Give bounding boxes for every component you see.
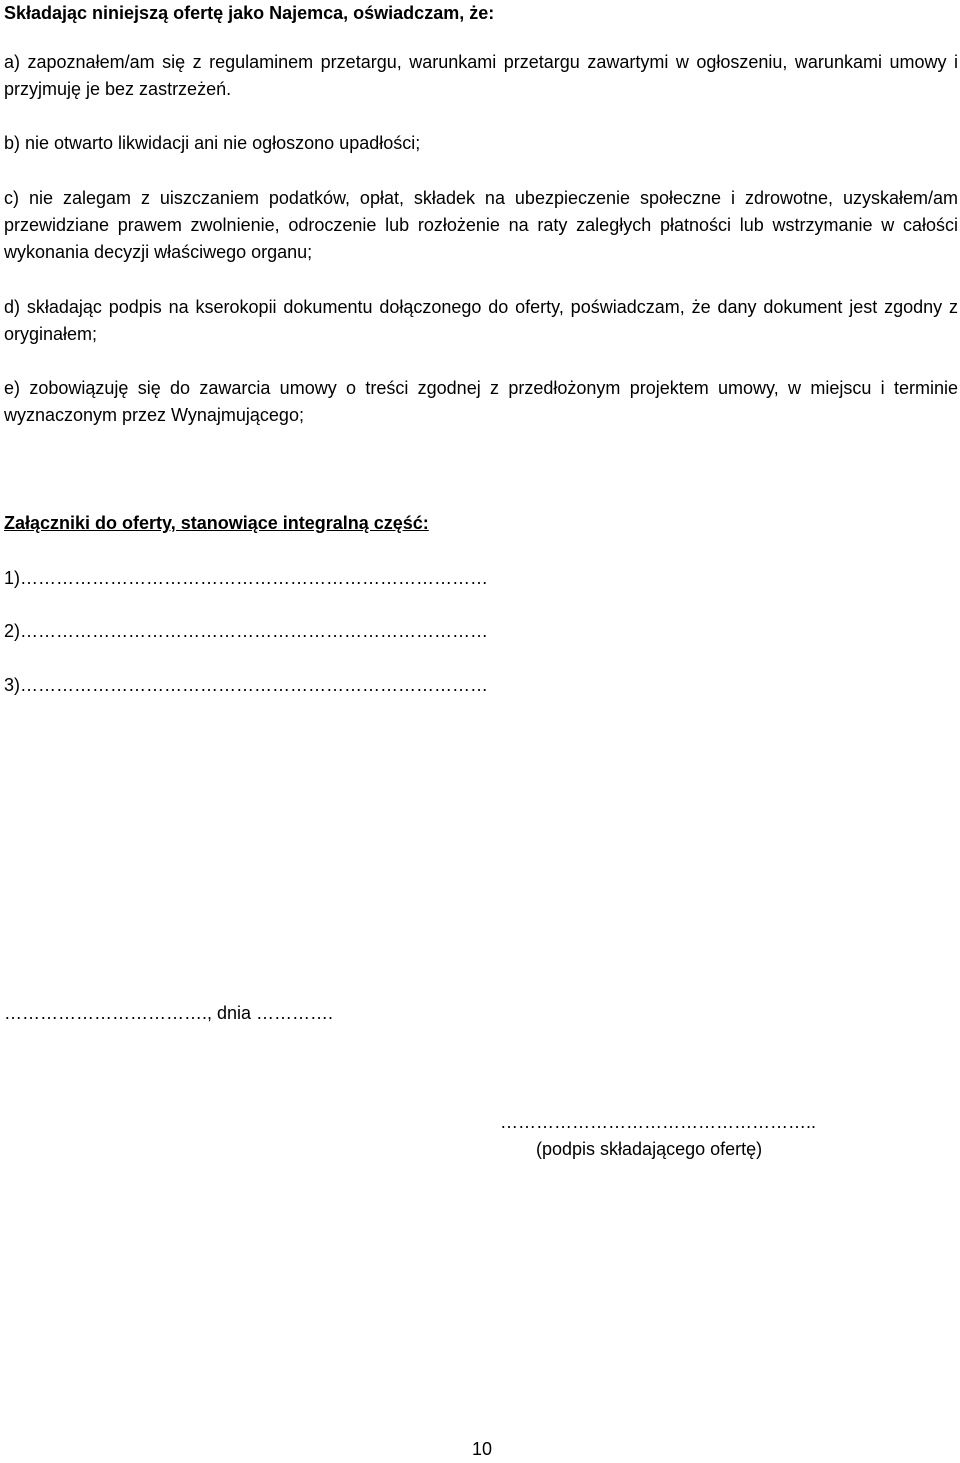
place-date-line: ……………………………., dnia ………….	[4, 1003, 334, 1023]
attachment-line-3: 3)……………………………………………………………………	[4, 675, 489, 695]
declaration-heading: Składając niniejszą ofertę jako Najemca, oświadczam, że:	[4, 3, 495, 23]
declaration-item-a: a) zapoznałem/am się z regulaminem przetargu, warunkami przetargu zawartymi w ogłoszeniu, warunkami umowy i przyjmuję je bez zastrzeżeń.	[4, 52, 958, 99]
attachment-line-1: 1)……………………………………………………………………	[4, 568, 489, 588]
declaration-item-b: b) nie otwarto likwidacji ani nie ogłoszono upadłości;	[4, 133, 421, 153]
signature-caption: (podpis składającego ofertę)	[536, 1139, 763, 1159]
declaration-item-c: c) nie zalegam z uiszczaniem podatków, opłat, składek na ubezpieczenie społeczne i zdrowotne, uzyskałem/am przewidziane prawem zwolnienie, odroczenie lub rozłożenie na raty zaległych płatności lub wstrzymanie w całości wykonania decyzji właściwego organu;	[4, 188, 958, 262]
signature-line: ……………………………………………..	[500, 1112, 817, 1132]
attachment-line-2: 2)……………………………………………………………………	[4, 621, 489, 641]
page-number: 10	[472, 1439, 493, 1459]
declaration-item-d: d) składając podpis na kserokopii dokumentu dołączonego do oferty, poświadczam, że dany dokument jest zgodny z oryginałem;	[4, 297, 958, 344]
attachments-heading: Załączniki do oferty, stanowiące integralną część:	[4, 513, 429, 533]
declaration-item-e: e) zobowiązuję się do zawarcia umowy o treści zgodnej z przedłożonym projektem umowy, w miejscu i terminie wyznaczonym przez Wynajmującego;	[4, 378, 958, 425]
